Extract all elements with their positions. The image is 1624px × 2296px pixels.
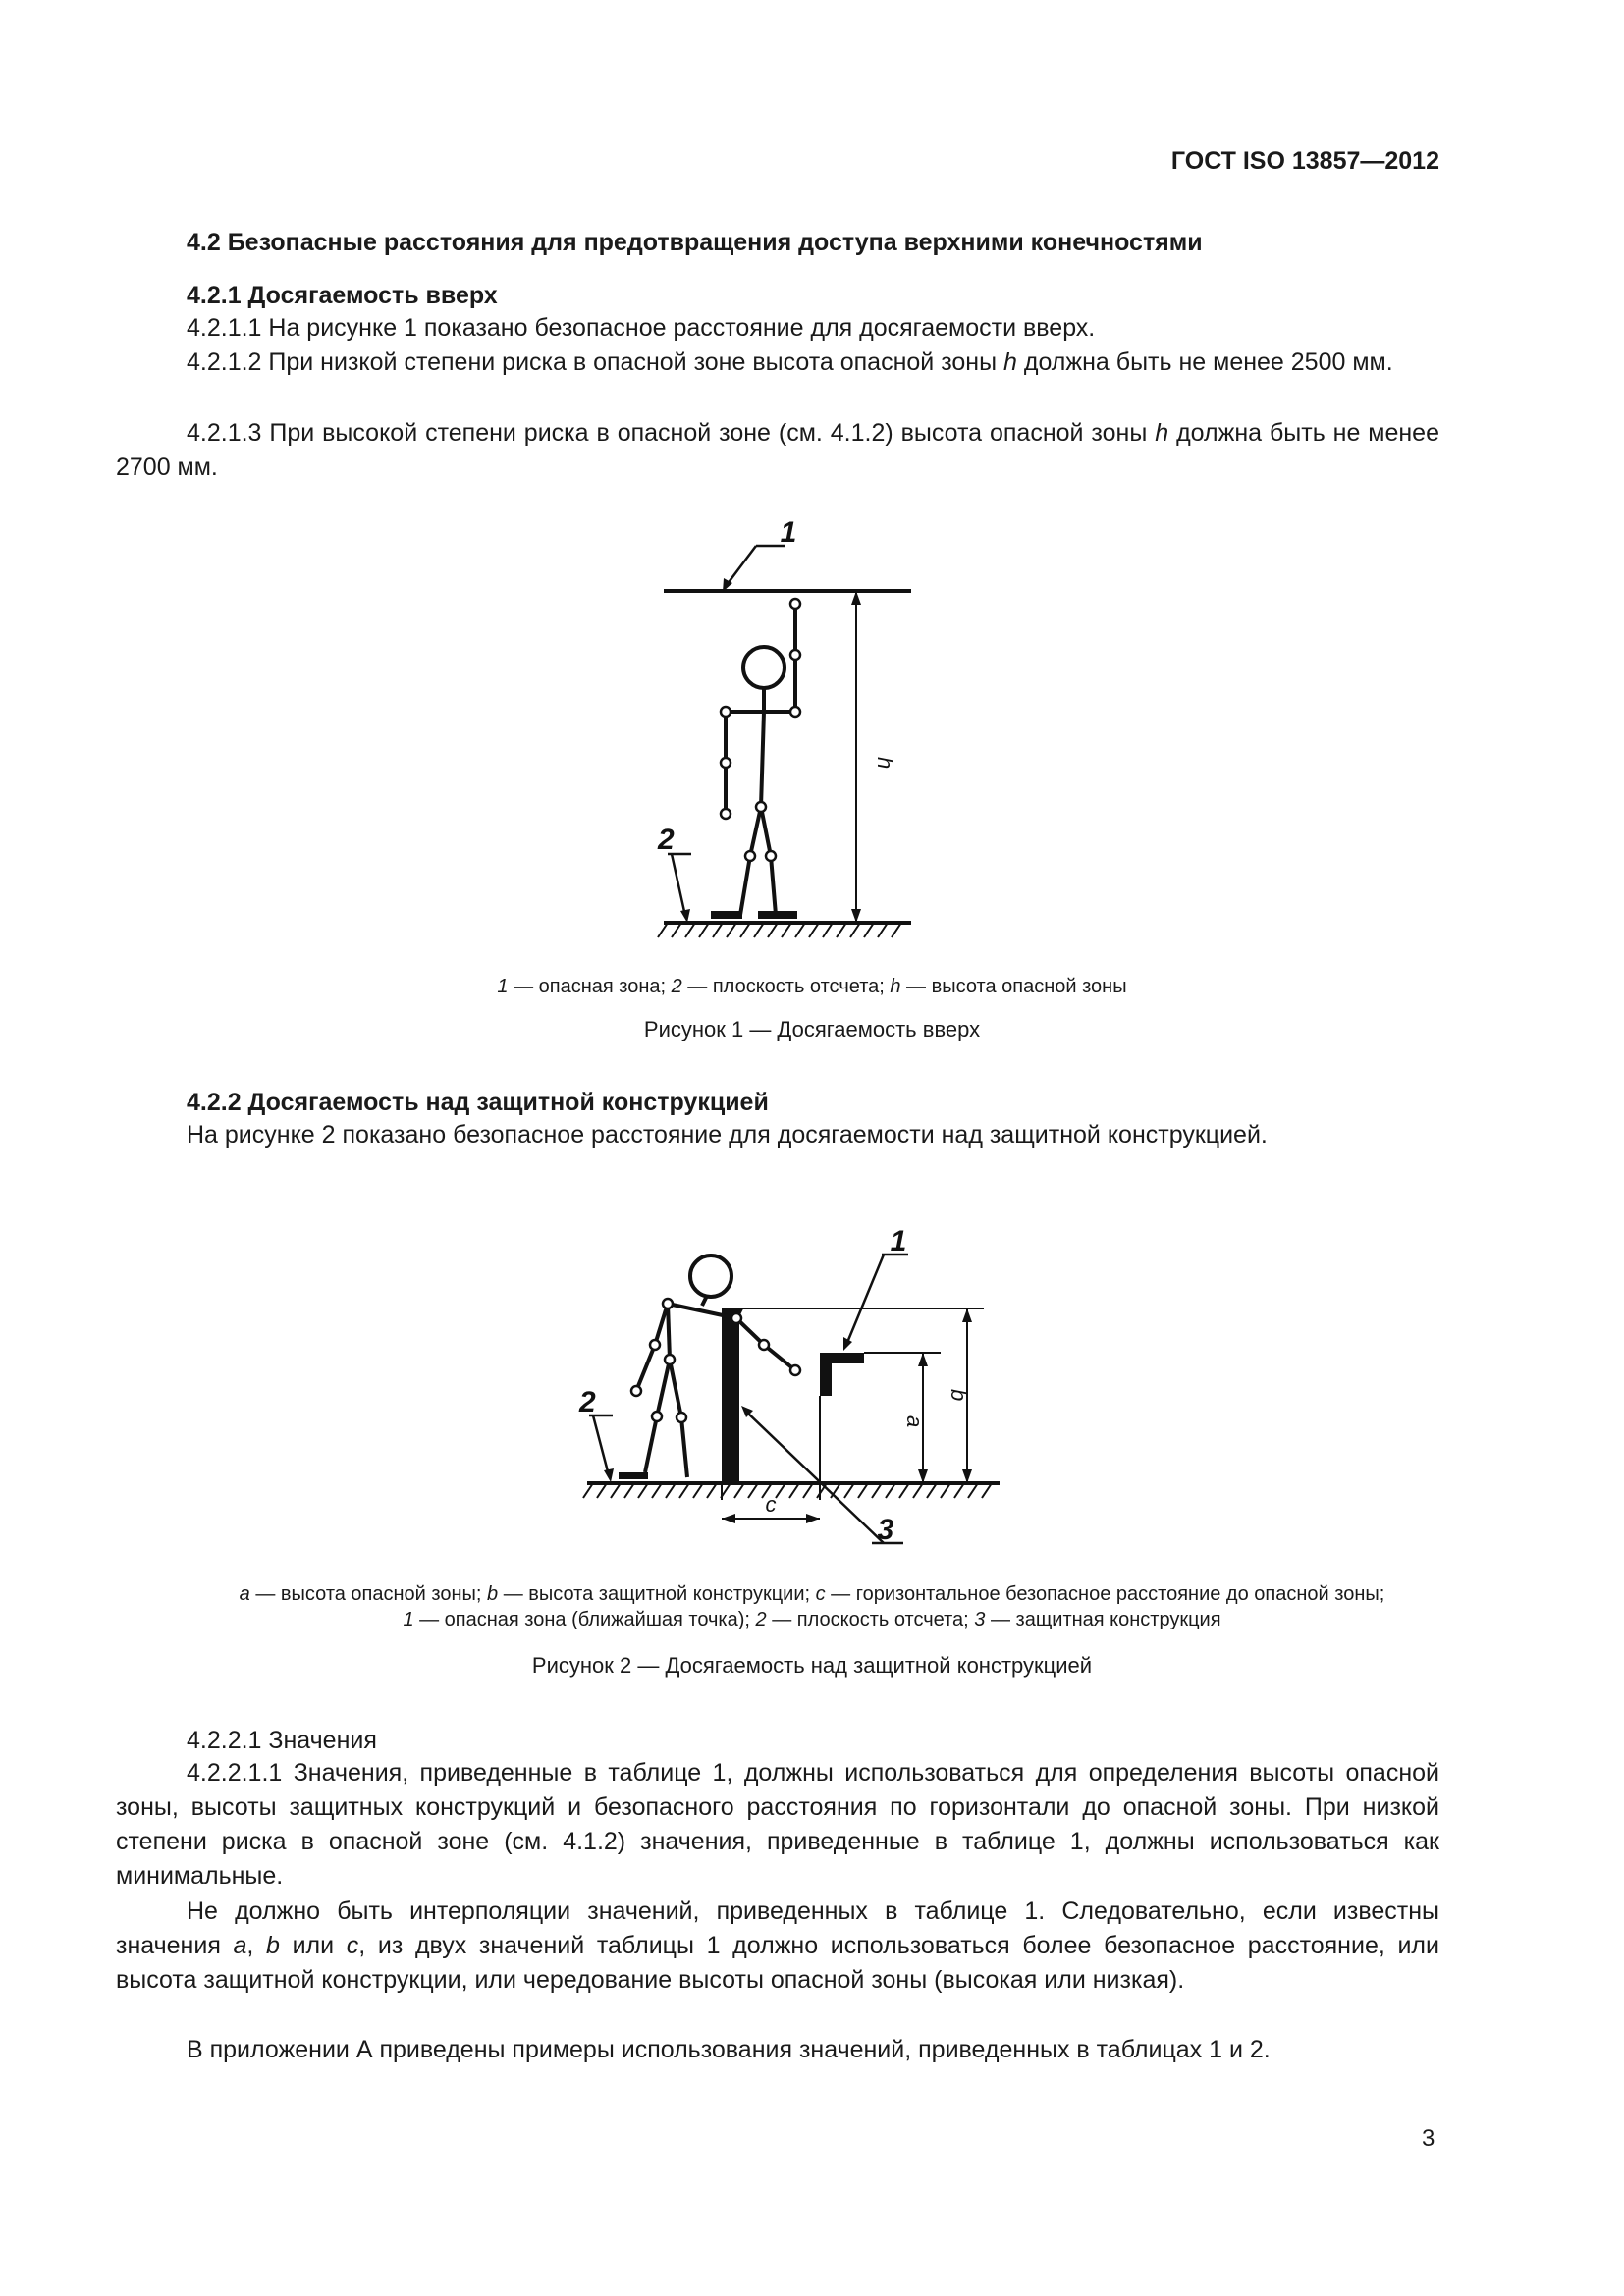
page-number: 3 [1422,2125,1435,2152]
paragraph-interpolation: Не должно быть интерполяции значений, приведенных в таблице 1. Следовательно, если известны значения a, b или c, из двух значений таблицы 1 должно использоваться более безопасное расстояние, или высота защитной конструкции, или чередование высоты опасной зоны (высокая или низкая). [116,1897,1439,1994]
paragraph-4-2-2: На рисунке 2 показано безопасное расстояние для досягаемости над защитной конструкцией. [187,1121,1268,1148]
section-4-2-1-title: 4.2.1 Досягаемость вверх [187,282,498,309]
stick-figure [726,604,795,915]
figure-2-label-1: 1 [890,1225,907,1257]
figure-1-label-1: 1 [780,516,797,549]
figure-2-legend-line-2: 1 — опасная зона (ближайшая точка); 2 — плоскость отсчета; 3 — защитная конструкция [403,1609,1221,1630]
document-id: ГОСТ ISO 13857—2012 [1170,147,1439,175]
leader-3 [746,1412,884,1543]
figure-2-legend-line-1: a — высота опасной зоны; b — высота защитной конструкции; c — горизонтальное безопасное расстояние до опасной зоны; [239,1583,1385,1605]
figure-1-label-2: 2 [658,824,675,856]
figure-2-label-3: 3 [877,1514,894,1546]
section-4-2-title: 4.2 Безопасные расстояния для предотвращения доступа верхними конечностями [187,229,1203,256]
protective-barrier [722,1308,739,1483]
paragraph-4-2-1-1: 4.2.1.1 На рисунке 1 показано безопасное расстояние для досягаемости вверх. [187,314,1096,342]
figure-2-label-c: c [765,1492,777,1517]
paragraph-4-2-1-2: 4.2.1.2 При низкой степени риска в опасной зоне высота опасной зоны h должна быть не менее 2500 мм. [187,348,1393,376]
paragraph-annex-a: В приложении А приведены примеры использования значений, приведенных в таблицах 1 и 2. [187,2036,1271,2063]
section-4-2-2-title: 4.2.2 Досягаемость над защитной конструкцией [187,1089,769,1116]
section-4-2-2-1-title: 4.2.2.1 Значения [187,1727,377,1754]
figure-2-label-2: 2 [579,1386,596,1418]
paragraph-4-2-1-3: 4.2.1.3 При высокой степени риска в опасной зоне (см. 4.1.2) высота опасной зоны h должна быть не менее 2700 мм. [116,419,1439,481]
figure-1-title: Рисунок 1 — Досягаемость вверх [643,1017,981,1041]
figure-2-label-b: b [947,1389,971,1402]
figure-2-title: Рисунок 2 — Досягаемость над защитной конструкцией [531,1653,1093,1678]
paragraph-4-2-2-1-1: 4.2.2.1.1 Значения, приведенные в таблице 1, должны использоваться для определения высоты опасной зоны, высоты защитных конструкций и безопасного расстояния по горизонтали до опасной зоны. При низкой степени риска в опасной зоне (см. 4.1.2) значения, приведенные в таблице 1, должны использоваться как минимальные. [116,1759,1439,1890]
figure-2-legend [0,1581,1624,1632]
figure-2-label-a: a [902,1415,927,1428]
figure-2-drawing [560,1188,1011,1551]
stick-figure [636,1255,795,1477]
figure-1-drawing [628,506,943,947]
figure-1-label-h: h [873,757,897,770]
figure-1-legend: 1 — опасная зона; 2 — плоскость отсчета; h — высота опасной зоны [497,976,1127,997]
